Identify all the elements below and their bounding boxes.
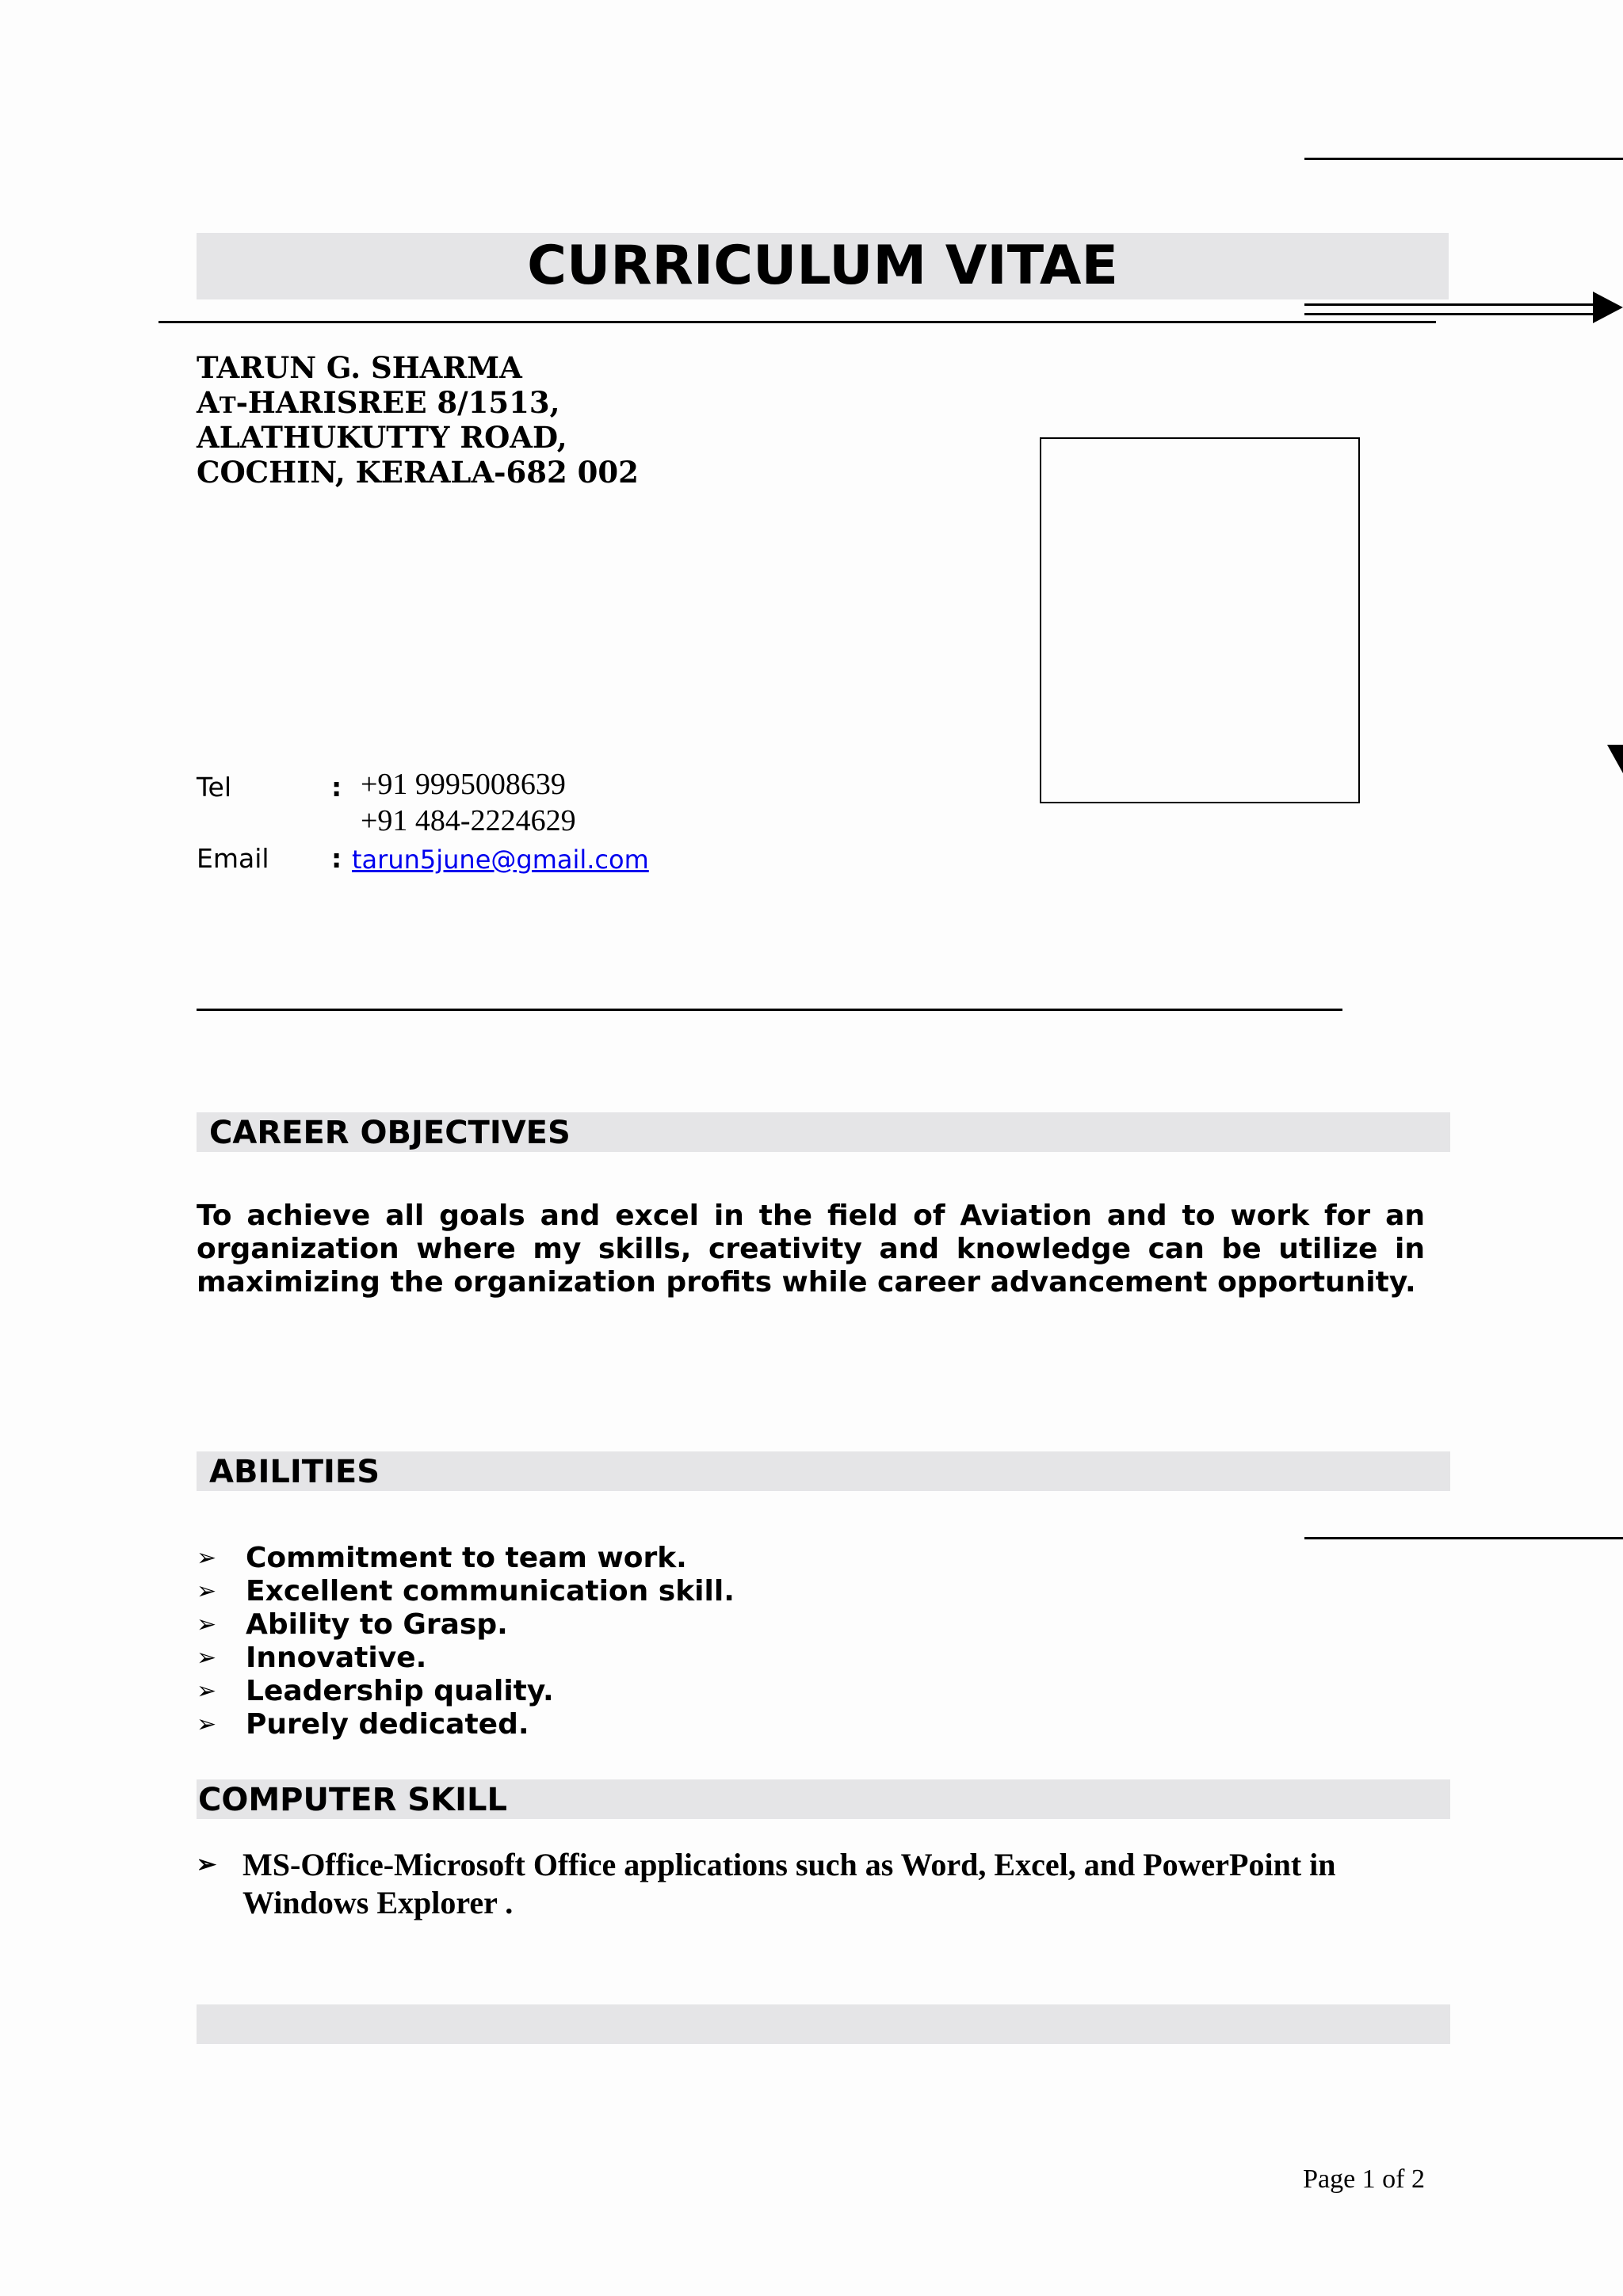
ability-text: Leadership quality. — [246, 1675, 554, 1707]
career-objective-text: To achieve all goals and excel in the field of Aviation and to work for an organization where my skills, creativity and knowledge can be utilize in maximizing the organization profits while career advancement opportunity. — [197, 1199, 1425, 1299]
computer-skill-text: MS-Office-Microsoft Office applications such as Word, Excel, and PowerPoint in Windows Explorer . — [242, 1847, 1336, 1920]
tel-label: Tel — [197, 772, 232, 803]
cv-title: CURRICULUM VITAE — [197, 233, 1449, 299]
ability-text: Purely dedicated. — [246, 1708, 529, 1741]
empty-section-band — [197, 2004, 1450, 2044]
arrow-down-icon — [1607, 745, 1623, 773]
edge-line-double-1 — [1304, 303, 1599, 306]
page-number: Page 1 of 2 — [1303, 2164, 1425, 2194]
bullet-arrow-icon: ➢ — [197, 1852, 217, 1878]
photo-placeholder — [1040, 437, 1360, 803]
bullet-arrow-icon: ➢ — [197, 1577, 217, 1605]
bullet-arrow-icon: ➢ — [197, 1711, 217, 1738]
bullet-arrow-icon: ➢ — [197, 1611, 217, 1638]
ability-text: Excellent communication skill. — [246, 1575, 735, 1608]
address-line-1-text: -HARISREE 8/1513, — [235, 385, 560, 420]
phone-1: +91 9995008639 — [361, 768, 566, 801]
career-objectives-heading — [197, 1112, 1450, 1152]
ability-text: Innovative. — [246, 1642, 427, 1674]
abilities-heading — [197, 1451, 1450, 1491]
email-link[interactable]: tarun5june@gmail.com — [352, 845, 649, 875]
computer-skill-title: COMPUTER SKILL — [198, 1782, 507, 1818]
phone-2: +91 484-2224629 — [361, 804, 576, 837]
address-line-3: COCHIN, KERALA-682 002 — [197, 455, 639, 490]
contact-divider — [197, 1009, 1342, 1011]
title-underline — [158, 321, 1436, 323]
edge-line-top — [1304, 158, 1623, 160]
address-line-2: ALATHUKUTTY ROAD, — [197, 420, 567, 455]
address-line-1 — [197, 385, 560, 423]
abilities-title: ABILITIES — [209, 1454, 380, 1490]
bullet-arrow-icon: ➢ — [197, 1644, 217, 1672]
ability-text: Ability to Grasp. — [246, 1608, 508, 1641]
address-prefix: A — [197, 385, 220, 420]
career-objectives-title: CAREER OBJECTIVES — [209, 1115, 571, 1151]
email-colon: : — [331, 843, 342, 874]
applicant-name: TARUN G. SHARMA — [197, 350, 522, 385]
ability-text: Commitment to team work. — [246, 1542, 687, 1574]
edge-line-mid — [1304, 1537, 1623, 1539]
email-label: Email — [197, 843, 269, 874]
address-prefix-small: T — [219, 392, 236, 418]
computer-skill-heading — [197, 1779, 1450, 1819]
arrow-right-icon — [1593, 292, 1623, 323]
bullet-arrow-icon: ➢ — [197, 1677, 217, 1705]
tel-colon: : — [331, 772, 342, 803]
edge-line-double-2 — [1304, 313, 1599, 315]
bullet-arrow-icon: ➢ — [197, 1544, 217, 1572]
